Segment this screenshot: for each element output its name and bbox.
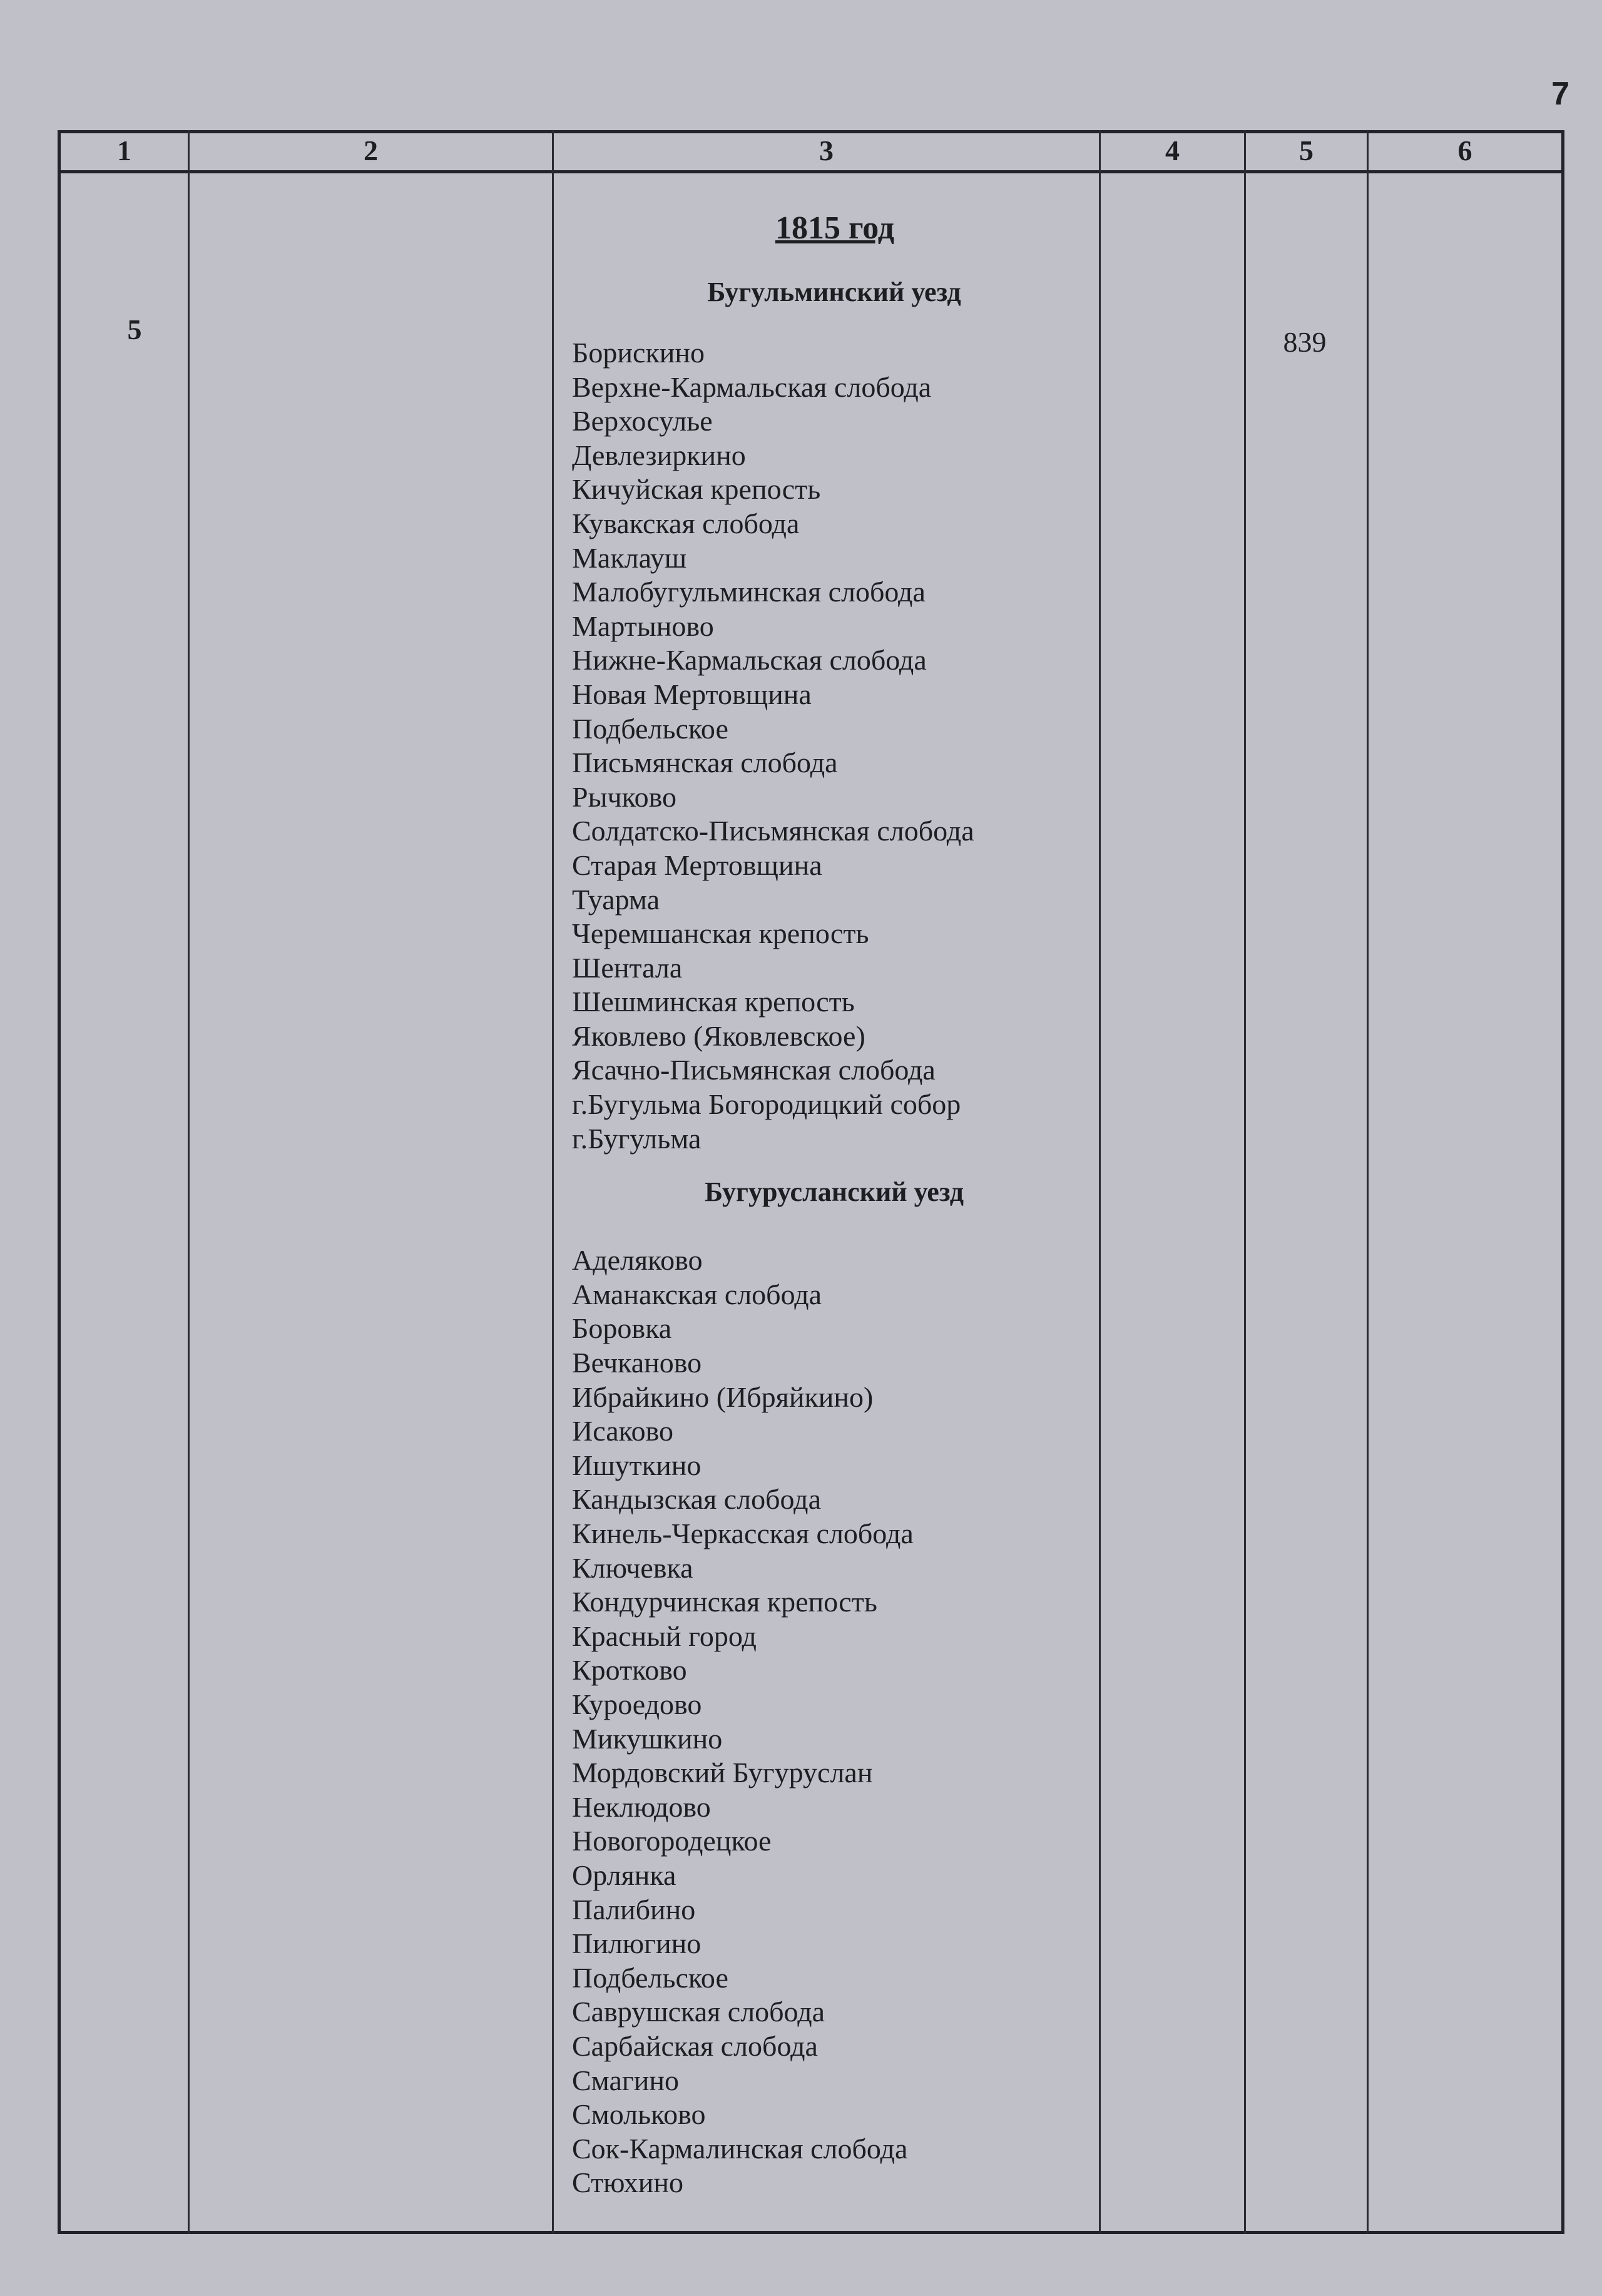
list-item: Ишуткино <box>572 1449 702 1481</box>
list-item: Кротково <box>572 1654 687 1686</box>
district-title: Бугурусланский уезд <box>705 1176 964 1208</box>
list-item: Подбельское <box>572 712 728 745</box>
column-divider <box>1367 130 1369 2234</box>
column-divider <box>1099 130 1101 2234</box>
list-item: Кандызская слобода <box>572 1483 822 1516</box>
list-item: Мартыново <box>572 610 714 642</box>
list-item: Смольково <box>572 2098 706 2131</box>
column-header-5: 5 <box>1299 135 1314 166</box>
list-item: Верхне-Кармальская слобода <box>572 370 932 403</box>
list-item: Аделяково <box>572 1244 703 1277</box>
list-item: Ключевка <box>572 1551 693 1584</box>
list-item: Нижне-Кармальская слобода <box>572 644 927 676</box>
list-item: Новогородецкое <box>572 1825 772 1857</box>
list-item: Кондурчинская крепость <box>572 1586 877 1618</box>
district-title: Бугульминский уезд <box>707 277 961 307</box>
list-item: Палибино <box>572 1893 696 1926</box>
list-item: Орлянка <box>572 1859 676 1891</box>
list-item: Борискино <box>572 337 705 369</box>
column-header-1: 1 <box>117 135 131 166</box>
header-divider <box>58 170 1564 173</box>
list-item: Ясачно-Письмянская слобода <box>572 1054 936 1086</box>
list-item: Шешминская крепость <box>572 986 855 1018</box>
list-item: Стюхино <box>572 2166 683 2199</box>
column-divider <box>1244 130 1246 2234</box>
list-item: Письмянская слобода <box>572 747 838 779</box>
list-item: Сок-Кармалинская слобода <box>572 2132 908 2165</box>
list-item: Маклауш <box>572 541 687 574</box>
list-item: Девлезиркино <box>572 439 746 471</box>
list-item: г.Бугульма <box>572 1122 702 1155</box>
list-item: Микушкино <box>572 1722 723 1755</box>
page-number: 7 <box>1551 76 1569 112</box>
list-item: Красный город <box>572 1620 757 1652</box>
place-list <box>553 1243 1098 2200</box>
year-title: 1815 год <box>775 210 895 246</box>
place-list <box>553 336 1098 1156</box>
list-item: Старая Мертовщина <box>572 849 822 881</box>
list-item: Туарма <box>572 883 660 916</box>
list-item: Кичуйская крепость <box>572 473 821 506</box>
list-item: Ибрайкино (Ибряйкино) <box>572 1380 874 1413</box>
list-item: Малобугульминская слобода <box>572 576 926 608</box>
list-item: Исаково <box>572 1415 674 1447</box>
column-header-2: 2 <box>364 135 378 166</box>
settlement-list-cell <box>553 207 1098 2200</box>
list-item: Новая Мертовщина <box>572 678 812 710</box>
list-item: Сарбайская слобода <box>572 2029 818 2062</box>
list-item: Кинель-Черкасская слобода <box>572 1518 914 1549</box>
list-item: Кувакская слобода <box>572 507 800 539</box>
list-item: Подбельское <box>572 1961 728 1994</box>
list-item: Рычково <box>572 780 677 813</box>
list-item: Куроедово <box>572 1688 702 1720</box>
column-divider <box>188 130 190 2234</box>
list-item: г.Бугульма Богородицкий собор <box>572 1088 961 1121</box>
list-item: Шентала <box>572 951 683 984</box>
list-item: Яковлево (Яковлевское) <box>572 1019 865 1052</box>
list-item: Саврушская слобода <box>572 1996 825 2028</box>
count-value: 839 <box>1283 326 1327 358</box>
column-header-4: 4 <box>1165 135 1180 166</box>
list-item: Мордовский Бугуруслан <box>572 1757 873 1789</box>
row-number: 5 <box>127 314 142 345</box>
list-item: Боровка <box>572 1312 672 1345</box>
list-item: Солдатско-Письмянская слобода <box>572 815 974 847</box>
list-item: Смагино <box>572 2064 679 2096</box>
column-header-6: 6 <box>1457 135 1472 166</box>
list-item: Аманакская слобода <box>572 1278 822 1310</box>
list-item: Верхосулье <box>572 405 713 437</box>
list-item: Неклюдово <box>572 1790 711 1823</box>
list-item: Вечканово <box>572 1347 702 1379</box>
list-item: Пилюгино <box>572 1927 702 1960</box>
column-header-3: 3 <box>819 135 834 166</box>
list-item: Черемшанская крепость <box>572 917 869 950</box>
